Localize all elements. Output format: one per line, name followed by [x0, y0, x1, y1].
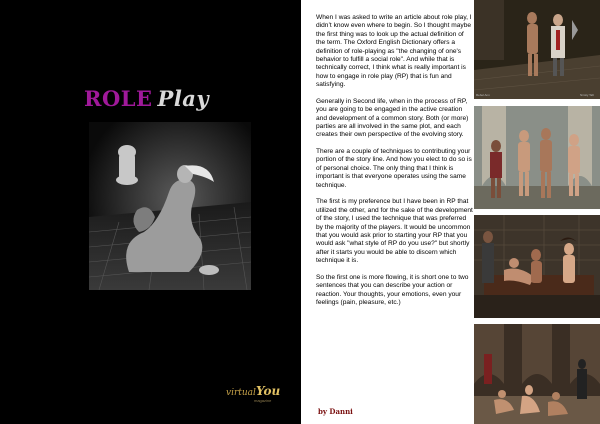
- title-play: Play: [157, 86, 210, 111]
- paragraph: There are a couple of techniques to contributing your portion of the story line. And how you elect to do so is of personal choice. The only thing that I think is important is that everyone operates using the same technique.: [316, 148, 472, 189]
- photo-1-caption-left: Rebel Ann: [476, 93, 490, 97]
- photo-3: [474, 215, 600, 318]
- photo-1: [474, 0, 600, 99]
- article-column: [301, 0, 474, 424]
- paragraph: Generally in Second life, when in the process of RP, you are going to be engaged in the active creation and development of a common story. Both (or more) parties are all involved in the same plot, and each creates their own perspective of the evolving story.: [316, 97, 469, 139]
- photo-1-caption-right: Nimity Taft: [580, 93, 594, 97]
- logo-virtual: virtual: [226, 388, 256, 398]
- photo-column: [474, 0, 600, 424]
- page-title: [84, 86, 209, 111]
- hero-image: [89, 122, 251, 290]
- magazine-logo: [226, 382, 280, 403]
- photo-4: [474, 324, 600, 424]
- article-body: [316, 14, 474, 316]
- photo-2: [474, 106, 600, 209]
- paragraph: When I was asked to write an article about role play, I didn’t know even where to begin. So I thought maybe the first thing was to look up the actual definition of the term. The Oxford English Dictionary offers a definition of role-playing as "the changing of one's behavior to fulfill a social role". And while that is technically correct, I think what is really important is how to engage in role play (RP) that is fun and satisfying.: [316, 14, 472, 89]
- paragraph: The first is my preference but I have been in RP that utilized the other, and for the sake of the development of the story, I used the technique that was preferred by the majority of the players. It would be uncommon that you would ask prior to starting your RP that you would ask "what style of RP do you use?" but shortly after it starts you would be able to discern which technique it is.: [316, 198, 473, 265]
- logo-you: You: [255, 384, 281, 398]
- title-role: ROLE: [84, 86, 153, 111]
- logo-tagline: magazine: [254, 398, 272, 403]
- byline: by Danni: [318, 407, 353, 416]
- paragraph: So the first one is more flowing, it is short one to two sentences that you can describe your action or reaction. Your thoughts, your emotions, even your feelings (pain, pleasure, etc.): [316, 273, 469, 306]
